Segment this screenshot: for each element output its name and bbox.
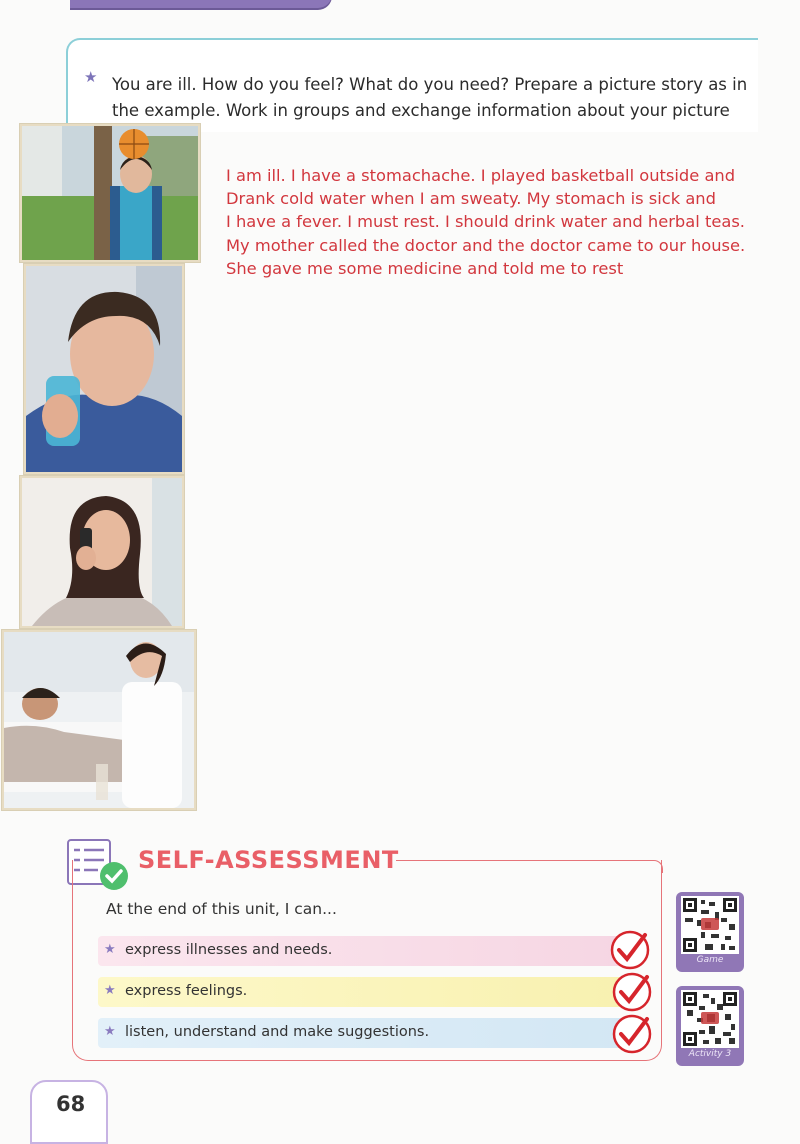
qr-code-game[interactable] bbox=[676, 892, 744, 972]
page-number: 68 bbox=[56, 1092, 86, 1116]
photo-boy-drinking bbox=[24, 264, 184, 474]
checkmark-icon[interactable] bbox=[610, 930, 650, 970]
task-instruction: You are ill. How do you feel? What do you need? Prepare a picture story as in the example. Work in groups and exchange information about your picture bbox=[112, 75, 748, 120]
assessment-item-label: express illnesses and needs. bbox=[125, 942, 333, 958]
story-paragraph: I am ill. I have a stomachache. I played basketball outside and Drank cold water when I am sweaty. My stomach is sick and I have a fever. I must rest. I should drink water and herbal teas. My mother called the doctor and the doctor came to our house. She gave me some medicine and told me to rest bbox=[226, 166, 746, 278]
self-assessment-intro: At the end of this unit, I can... bbox=[106, 900, 337, 918]
photo-boy-basketball bbox=[20, 124, 200, 262]
checkmark-icon[interactable] bbox=[612, 1014, 652, 1054]
qr-label: Game bbox=[696, 955, 724, 965]
self-assessment-title: SELF-ASSESSMENT bbox=[138, 846, 399, 874]
qr-label: Activity 3 bbox=[688, 1049, 732, 1059]
star-icon: ★ bbox=[84, 68, 98, 86]
qr-code-icon bbox=[681, 990, 739, 1048]
section-header-tab bbox=[70, 0, 332, 8]
assessment-item-label: express feelings. bbox=[125, 983, 248, 999]
assessment-item bbox=[98, 977, 628, 1007]
photo-doctor-patient bbox=[2, 630, 196, 810]
star-icon: ★ bbox=[104, 942, 116, 957]
photo-woman-phone bbox=[20, 476, 184, 628]
qr-code-activity[interactable] bbox=[676, 986, 744, 1066]
assessment-item bbox=[98, 1018, 628, 1048]
checkmark-icon[interactable] bbox=[612, 972, 652, 1012]
assessment-item-label: listen, understand and make suggestions. bbox=[125, 1024, 430, 1040]
star-icon: ★ bbox=[104, 983, 116, 998]
qr-code-icon bbox=[681, 896, 739, 954]
assessment-item bbox=[98, 936, 628, 966]
star-icon: ★ bbox=[104, 1024, 116, 1039]
